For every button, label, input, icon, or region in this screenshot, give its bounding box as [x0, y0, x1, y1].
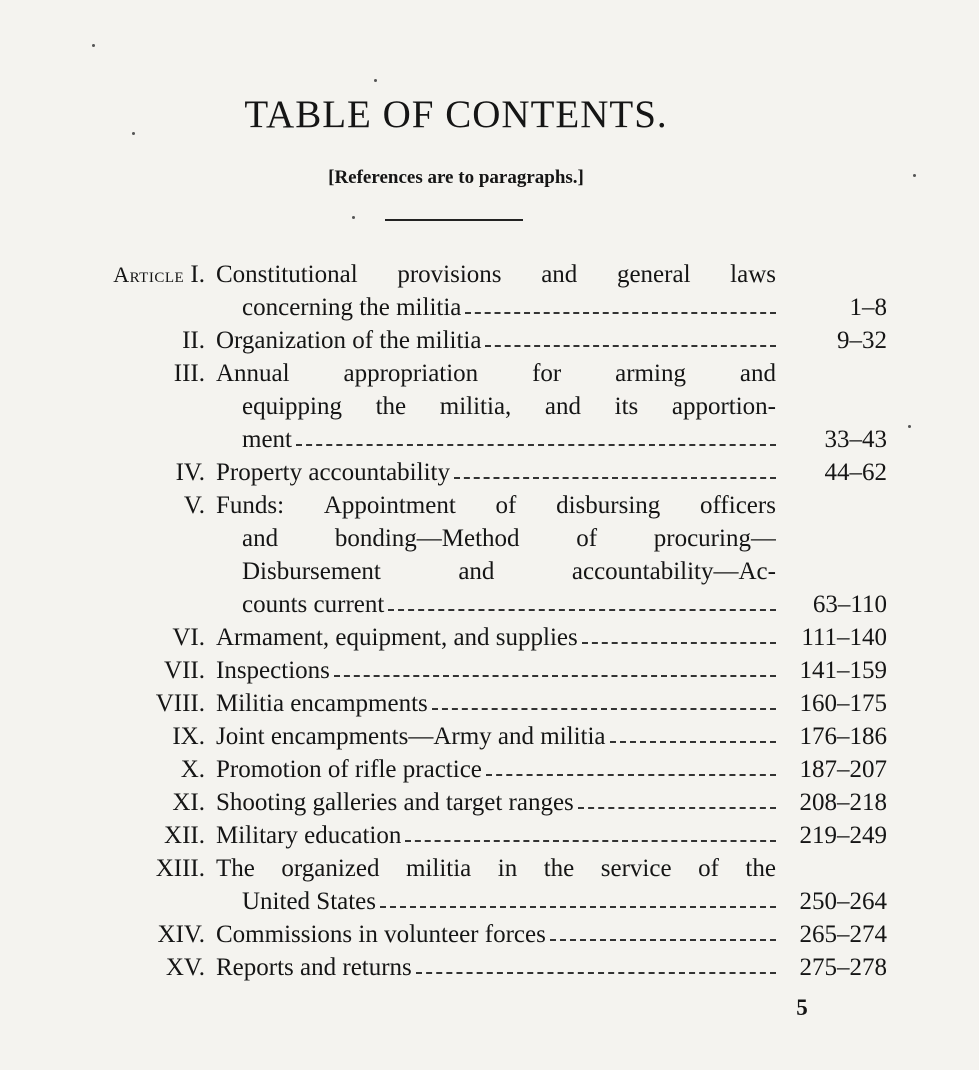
toc-entry-text	[216, 918, 776, 951]
entry-title-line: ment	[242, 426, 292, 453]
paragraph-reference: 250–264	[799, 888, 887, 915]
entry-title-line: equipping the militia, and its apportion-	[242, 393, 776, 420]
article-number	[156, 687, 205, 720]
paragraph-reference: 275–278	[799, 954, 887, 981]
entry-title-line: Militia encampments	[216, 690, 428, 717]
toc-line	[0, 720, 979, 753]
dot-leader	[485, 345, 776, 347]
toc-line	[0, 786, 979, 819]
entry-title-line: Shooting galleries and target ranges	[216, 789, 574, 816]
article-numeral: IV.	[175, 459, 205, 486]
paragraph-reference: 111–140	[801, 624, 887, 651]
dot-leader	[432, 708, 776, 710]
toc-entry-text	[242, 423, 776, 456]
article-number	[113, 258, 205, 291]
article-number	[184, 489, 205, 522]
toc-line	[0, 819, 979, 852]
article-numeral: IX.	[172, 723, 205, 750]
dot-leader	[416, 972, 776, 974]
toc-line	[0, 456, 979, 489]
entry-title-line: Organization of the militia	[216, 327, 482, 354]
toc-entry-text	[216, 852, 776, 885]
dot-leader	[465, 312, 776, 314]
dot-leader	[388, 609, 776, 611]
paragraph-reference: 208–218	[799, 789, 887, 816]
toc-line	[0, 654, 979, 687]
article-number	[156, 852, 205, 885]
entry-title-line: Military education	[216, 822, 402, 849]
entry-title-line: United States	[242, 888, 377, 915]
paragraph-reference: 1–8	[849, 294, 887, 321]
entry-title-line: Reports and returns	[216, 954, 412, 981]
article-numeral: XV.	[165, 954, 205, 981]
toc-entry-text	[216, 951, 776, 984]
paragraph-reference: 265–274	[799, 921, 887, 948]
dot-leader	[610, 741, 776, 743]
dot-leader	[582, 642, 776, 644]
dot-leader	[334, 675, 776, 677]
article-numeral: III.	[173, 360, 205, 387]
toc-entry-text	[216, 687, 776, 720]
dot-leader	[486, 774, 776, 776]
toc-entry-text	[242, 588, 776, 621]
article-number	[182, 324, 205, 357]
entry-title-line: Joint encampments—Army and militia	[216, 723, 606, 750]
entry-title-line: Commissions in volunteer forces	[216, 921, 546, 948]
toc-line	[0, 423, 979, 456]
article-numeral: XII.	[164, 822, 205, 849]
article-number	[158, 918, 205, 951]
article-numeral: VI.	[172, 624, 205, 651]
toc-line	[0, 522, 979, 555]
toc-line	[0, 588, 979, 621]
paragraph-reference: 9–32	[837, 327, 887, 354]
article-number	[174, 357, 205, 390]
toc-line	[0, 489, 979, 522]
paper-speck	[132, 132, 135, 135]
paragraph-reference: 176–186	[799, 723, 887, 750]
toc-line	[0, 687, 979, 720]
toc-entry-text	[242, 885, 776, 918]
toc-entry-text	[216, 489, 776, 522]
article-number	[166, 951, 205, 984]
entry-title-line: Constitutional provisions and general laws	[216, 261, 776, 288]
toc-entry-text	[216, 456, 776, 489]
entry-title-line: Promotion of rifle practice	[216, 756, 482, 783]
toc-line	[0, 324, 979, 357]
entry-title-line: and bonding—Method of procuring—	[242, 525, 776, 552]
toc-line	[0, 951, 979, 984]
toc-line	[0, 753, 979, 786]
entry-title-line: The organized militia in the service of the	[216, 855, 776, 882]
toc-entry-text	[216, 786, 776, 819]
paragraph-reference: 219–249	[799, 822, 887, 849]
paper-speck	[908, 425, 911, 428]
article-number	[172, 621, 205, 654]
toc-line	[0, 885, 979, 918]
article-numeral: X.	[180, 756, 205, 783]
toc-line	[0, 357, 979, 390]
entry-title-line: Inspections	[216, 657, 330, 684]
page-title: TABLE OF CONTENTS.	[244, 93, 668, 136]
dot-leader	[550, 939, 776, 941]
paragraph-reference: 44–62	[824, 459, 887, 486]
paper-speck	[913, 174, 916, 177]
paper-speck	[352, 216, 355, 219]
toc-entry-text	[216, 720, 776, 753]
article-numeral: V.	[183, 492, 205, 519]
entry-title-line: Funds: Appointment of disbursing officers	[216, 492, 776, 519]
page-number: 5	[796, 995, 808, 1020]
toc-line	[0, 291, 979, 324]
entry-title-line: Disbursement and accountability—Ac-	[242, 558, 776, 585]
toc-line	[0, 621, 979, 654]
paragraph-reference: 33–43	[824, 426, 887, 453]
dot-leader	[405, 840, 776, 842]
article-number	[164, 819, 205, 852]
entry-title-line: Armament, equipment, and supplies	[216, 624, 578, 651]
article-numeral: XIII.	[155, 855, 205, 882]
paragraph-reference: 63–110	[812, 591, 887, 618]
article-number	[172, 786, 205, 819]
title-rule	[385, 219, 523, 221]
dot-leader	[454, 477, 776, 479]
article-number	[176, 456, 205, 489]
toc-entry-text	[216, 819, 776, 852]
entry-title-line: Property accountability	[216, 459, 450, 486]
paragraph-reference: 187–207	[799, 756, 887, 783]
dot-leader	[578, 807, 776, 809]
toc-entry-text	[216, 621, 776, 654]
article-numeral: I.	[190, 261, 205, 288]
paragraph-reference: 160–175	[799, 690, 887, 717]
toc-entry-text	[242, 291, 776, 324]
dot-leader	[296, 444, 776, 446]
toc-entry-text	[216, 324, 776, 357]
paper-speck	[374, 79, 377, 82]
entry-title-line: counts current	[242, 591, 385, 618]
article-numeral: VIII.	[155, 690, 205, 717]
dot-leader	[380, 906, 776, 908]
toc-entry-text	[242, 522, 776, 555]
paper-speck	[92, 44, 95, 47]
article-numeral: XI.	[172, 789, 205, 816]
article-number	[181, 753, 205, 786]
article-numeral: II.	[182, 327, 205, 354]
toc-line	[0, 258, 979, 291]
toc-entry-text	[242, 390, 776, 423]
article-number	[172, 720, 205, 753]
article-numeral: VII.	[164, 657, 205, 684]
page-subtitle: [References are to paragraphs.]	[328, 167, 584, 188]
entry-title-line: concerning the militia	[242, 294, 462, 321]
toc-entry-text	[216, 357, 776, 390]
toc-entry-text	[242, 555, 776, 588]
toc-entry-text	[216, 753, 776, 786]
toc-entry-text	[216, 654, 776, 687]
toc-line	[0, 852, 979, 885]
table-of-contents	[0, 258, 979, 984]
toc-line	[0, 390, 979, 423]
entry-title-line: Annual appropriation for arming and	[216, 360, 776, 387]
paragraph-reference: 141–159	[799, 657, 887, 684]
article-number	[164, 654, 205, 687]
toc-entry-text	[216, 258, 776, 291]
article-numeral: XIV.	[157, 921, 205, 948]
toc-line	[0, 918, 979, 951]
article-word: Article	[113, 262, 185, 287]
toc-line	[0, 555, 979, 588]
